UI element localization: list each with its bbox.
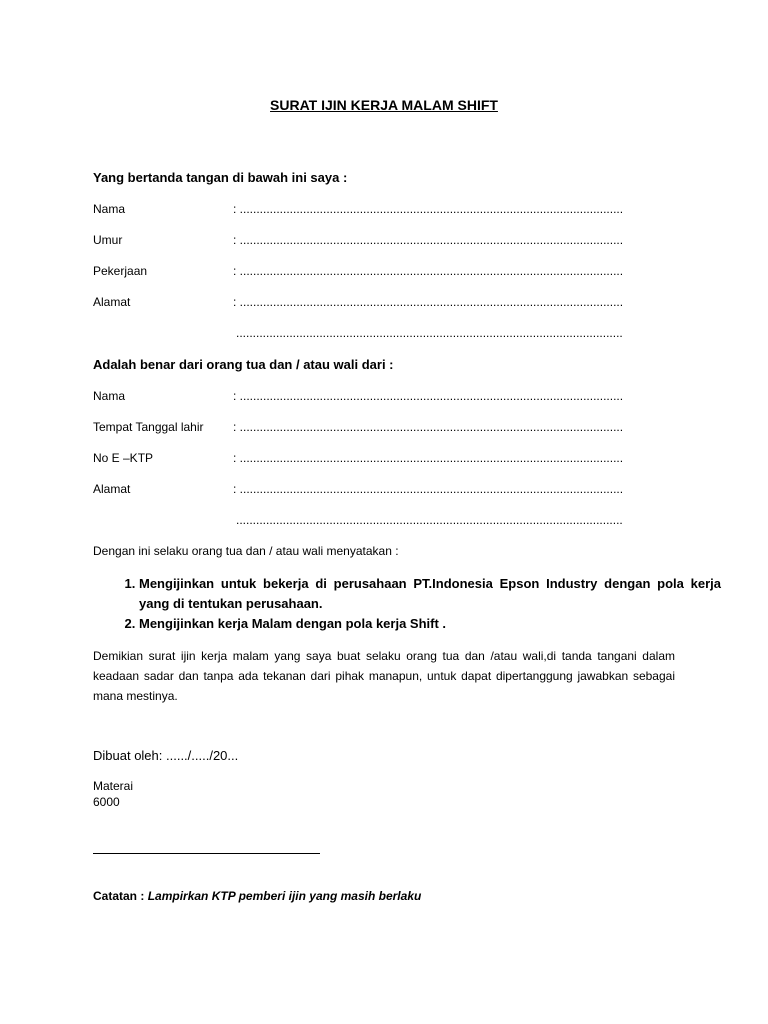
- section1-heading: Yang bertanda tangan di bawah ini saya :: [93, 170, 348, 185]
- closing-paragraph: Demikian surat ijin kerja malam yang saya buat selaku orang tua dan /atau wali,di tanda tangani dalam keadaan sadar dan tanpa ada tekanan dari pihak manapun, untuk dapat dipertanggung jawabkan sebagai mana mestinya.: [93, 649, 675, 703]
- made-by-line: Dibuat oleh: ....../...../20...: [93, 748, 239, 763]
- permission-list: [93, 574, 721, 634]
- field-value-alamat-continued: ....................................................................................................................: [236, 326, 623, 340]
- field-value-alamat-child: : ...................................................................................................................: [233, 482, 624, 496]
- list-item: 1. Mengijinkan untuk bekerja di perusahaan PT.Indonesia Epson Industry dengan pola kerja yang di tentukan perusahaan.: [139, 574, 721, 614]
- field-label-alamat-child: Alamat: [93, 482, 131, 496]
- field-label-nama: Nama: [93, 202, 126, 216]
- field-label-nama-child: Nama: [93, 389, 126, 403]
- signature-line: [93, 853, 320, 854]
- field-value-ttl: : ...................................................................................................................: [233, 420, 624, 434]
- field-value-umur: : ...................................................................................................................: [233, 233, 624, 247]
- statement-intro: Dengan ini selaku orang tua dan / atau wali menyatakan :: [93, 544, 399, 558]
- field-value-nama-child: : ...................................................................................................................: [233, 389, 624, 403]
- document-title: SURAT IJIN KERJA MALAM SHIFT: [270, 97, 498, 113]
- field-value-alamat: : ...................................................................................................................: [233, 295, 624, 309]
- field-label-ttl: Tempat Tanggal lahir: [93, 420, 204, 434]
- stamp-label: Materai: [93, 779, 134, 793]
- section2-heading: Adalah benar dari orang tua dan / atau wali dari :: [93, 357, 394, 372]
- note-label: Catatan :: [93, 889, 145, 903]
- field-value-ektp: : ...................................................................................................................: [233, 451, 624, 465]
- note-text: Lampirkan KTP pemberi ijin yang masih berlaku: [147, 889, 422, 903]
- field-label-umur: Umur: [93, 233, 123, 247]
- note: [93, 889, 421, 903]
- stamp-value: 6000: [93, 795, 120, 809]
- field-value-pekerjaan: : ...................................................................................................................: [233, 264, 624, 278]
- list-item: 2. Mengijinkan kerja Malam dengan pola kerja Shift .: [139, 614, 721, 634]
- field-value-nama: : ...................................................................................................................: [233, 202, 624, 216]
- field-label-ektp: No E –KTP: [93, 451, 154, 465]
- field-label-pekerjaan: Pekerjaan: [93, 264, 148, 278]
- field-label-alamat: Alamat: [93, 295, 131, 309]
- field-value-alamat-child-continued: ....................................................................................................................: [236, 513, 623, 527]
